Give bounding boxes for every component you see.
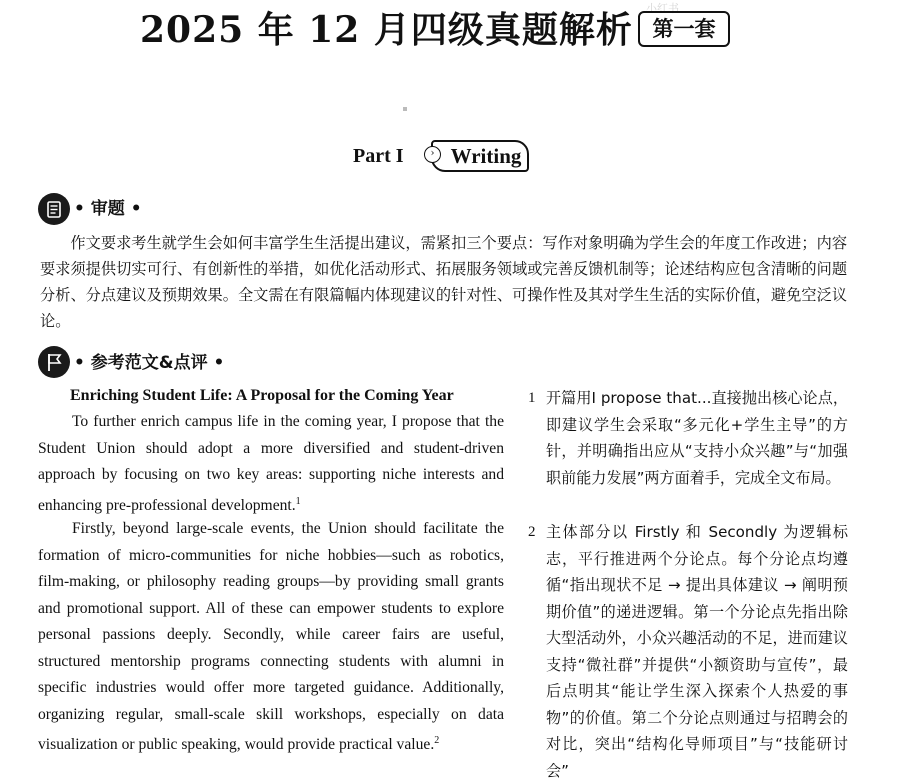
section-heading-sample: • 参考范文&点评 • — [74, 353, 225, 373]
note-number-2: 2 — [528, 524, 536, 540]
part-name-badge: Writing — [431, 140, 529, 172]
chevron-right-circle-icon: › — [424, 146, 441, 163]
note-number-1: 1 — [528, 390, 536, 406]
note-text-1: 开篇用I propose that...直接抛出核心论点，即建议学生会采取“多元化+学生主导”的方针，并明确指出应从“支持小众兴趣”与“加强职前能力发展”两方面着手，完成全文布局。 — [546, 389, 848, 487]
essay-title: Enriching Student Life: A Proposal for the Coming Year — [70, 387, 454, 404]
flag-icon — [38, 346, 70, 378]
note-text-2: 主体部分以 Firstly 和 Secondly 为逻辑标志，平行推进两个分论点。每个分论点均遵循“指出现状不足 → 提出具体建议 → 阐明预期价值”的递进逻辑。第一个分论点先指出除大型活动外，小众兴趣活动的不足，进而建议支持“微社群”并提供“小额资助与宣传”，最后点明其“能让学生深入探索个人热爱的事物”的价值。第二个分论点则通过与招聘会的对比，突出“结构化导师项目”与“技能研讨会” — [546, 523, 848, 780]
footnote-marker-2: 2 — [434, 735, 440, 746]
footnote-marker-1: 1 — [295, 495, 301, 507]
page-title: 2025 年 12 月四级真题解析 — [140, 9, 633, 51]
essay-paragraph-2-text: Firstly, beyond large-scale events, the Union should facilitate the formation of micro-communities for niche hobbies—such as robotics, film-making, or philosophy reading groups—by providing small grants and promotional support. All of these can empower students to explore personal passions deeply. Secondly, while career fairs are useful, structured mentorship programs connecting students with alumni in specific industries would offer more targeted guidance. Additionally, organizing regular, small-scale skill workshops, especially on data visualization or public speaking, would provide practical value. — [38, 520, 504, 754]
analysis-paragraph: 作文要求考生就学生会如何丰富学生生活提出建议，需紧扣三个要点：写作对象明确为学生会的年度工作改进；内容要求须提供切实可行、有创新性的举措，如优化活动形式、拓展服务领域或完善反馈机制等；论述结构应包含清晰的问题分析、分点建议及预期效果。全文需在有限篇幅内体现建议的针对性、可操作性及其对学生生活的实际价值，避免空泛议论。 — [40, 234, 847, 330]
set-badge: 第一套 — [638, 11, 730, 47]
essay-paragraph-1-text: To further enrich campus life in the coming year, I propose that the Student Union should adopt a more diversified and student-driven approach by focusing on two key areas: supporting niche interests and enhancing pre-professional development. — [38, 413, 504, 514]
watermark-text: 小红书 — [646, 2, 679, 15]
section-heading-analysis: • 审题 • — [74, 199, 142, 219]
essay-paragraph-2 — [38, 516, 504, 759]
essay-paragraph-1 — [38, 409, 504, 519]
document-icon — [38, 193, 70, 225]
part-label: Part I — [353, 145, 404, 167]
scan-dot — [403, 107, 407, 111]
